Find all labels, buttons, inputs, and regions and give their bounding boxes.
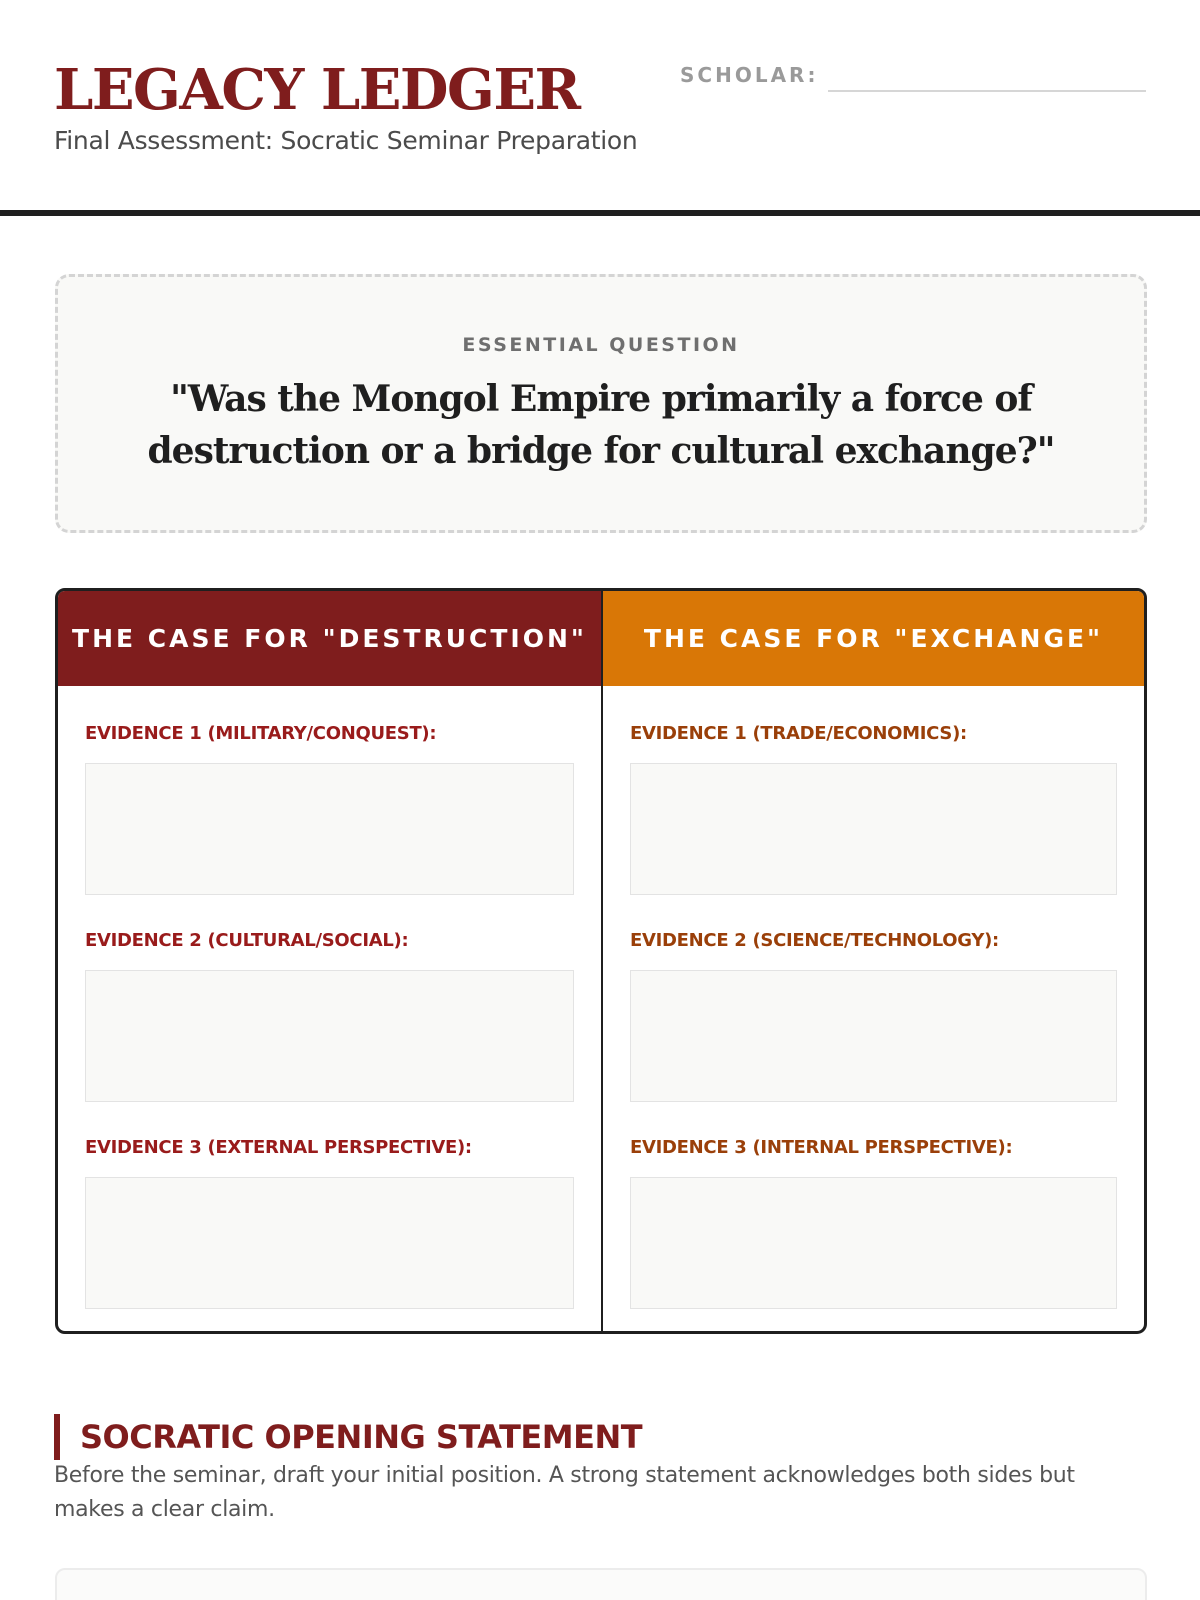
- destruction-column: [58, 591, 603, 1331]
- exchange-evidence-1: [630, 722, 1117, 895]
- opening-statement-input[interactable]: [55, 1568, 1147, 1600]
- destruction-evidence-1-input[interactable]: [85, 763, 574, 895]
- exchange-evidence-1-input[interactable]: [630, 763, 1117, 895]
- destruction-evidence-2-input[interactable]: [85, 970, 574, 1102]
- exchange-evidence-2: [630, 929, 1117, 1102]
- exchange-column-heading: THE CASE FOR "EXCHANGE": [603, 591, 1144, 686]
- exchange-evidence-2-input[interactable]: [630, 970, 1117, 1102]
- brand-title: LEGACY LEDGER: [54, 57, 580, 123]
- scholar-label: SCHOLAR:: [680, 63, 819, 87]
- opening-statement-description: Before the seminar, draft your initial position. A strong statement acknowledges both sides but makes a clear claim.: [54, 1463, 1075, 1522]
- destruction-evidence-2: [85, 929, 574, 1102]
- exchange-evidence-2-label: EVIDENCE 2 (SCIENCE/TECHNOLOGY):: [630, 930, 999, 951]
- page-header: [0, 0, 1200, 216]
- essential-question-label: ESSENTIAL QUESTION: [462, 334, 740, 356]
- destruction-column-heading: THE CASE FOR "DESTRUCTION": [58, 591, 601, 686]
- destruction-evidence-1: [85, 722, 574, 895]
- exchange-evidence-3: [630, 1136, 1117, 1309]
- exchange-evidence-3-input[interactable]: [630, 1177, 1117, 1309]
- essential-question-text: "Was the Mongol Empire primarily a force of destruction or a bridge for cultural exchange?": [147, 378, 1055, 472]
- evidence-comparison-table: [55, 588, 1147, 1334]
- exchange-column: [603, 591, 1144, 1331]
- exchange-evidence-3-label: EVIDENCE 3 (INTERNAL PERSPECTIVE):: [630, 1137, 1013, 1158]
- essential-question-box: [55, 274, 1147, 533]
- assessment-subtitle: Final Assessment: Socratic Seminar Preparation: [54, 126, 638, 155]
- destruction-evidence-2-label: EVIDENCE 2 (CULTURAL/SOCIAL):: [85, 930, 409, 951]
- destruction-evidence-3: [85, 1136, 574, 1309]
- destruction-evidence-3-label: EVIDENCE 3 (EXTERNAL PERSPECTIVE):: [85, 1137, 472, 1158]
- destruction-evidence-3-input[interactable]: [85, 1177, 574, 1309]
- opening-statement-heading: SOCRATIC OPENING STATEMENT: [54, 1414, 642, 1460]
- scholar-name-input[interactable]: [828, 60, 1146, 92]
- exchange-evidence-1-label: EVIDENCE 1 (TRADE/ECONOMICS):: [630, 723, 967, 744]
- destruction-evidence-1-label: EVIDENCE 1 (MILITARY/CONQUEST):: [85, 723, 437, 744]
